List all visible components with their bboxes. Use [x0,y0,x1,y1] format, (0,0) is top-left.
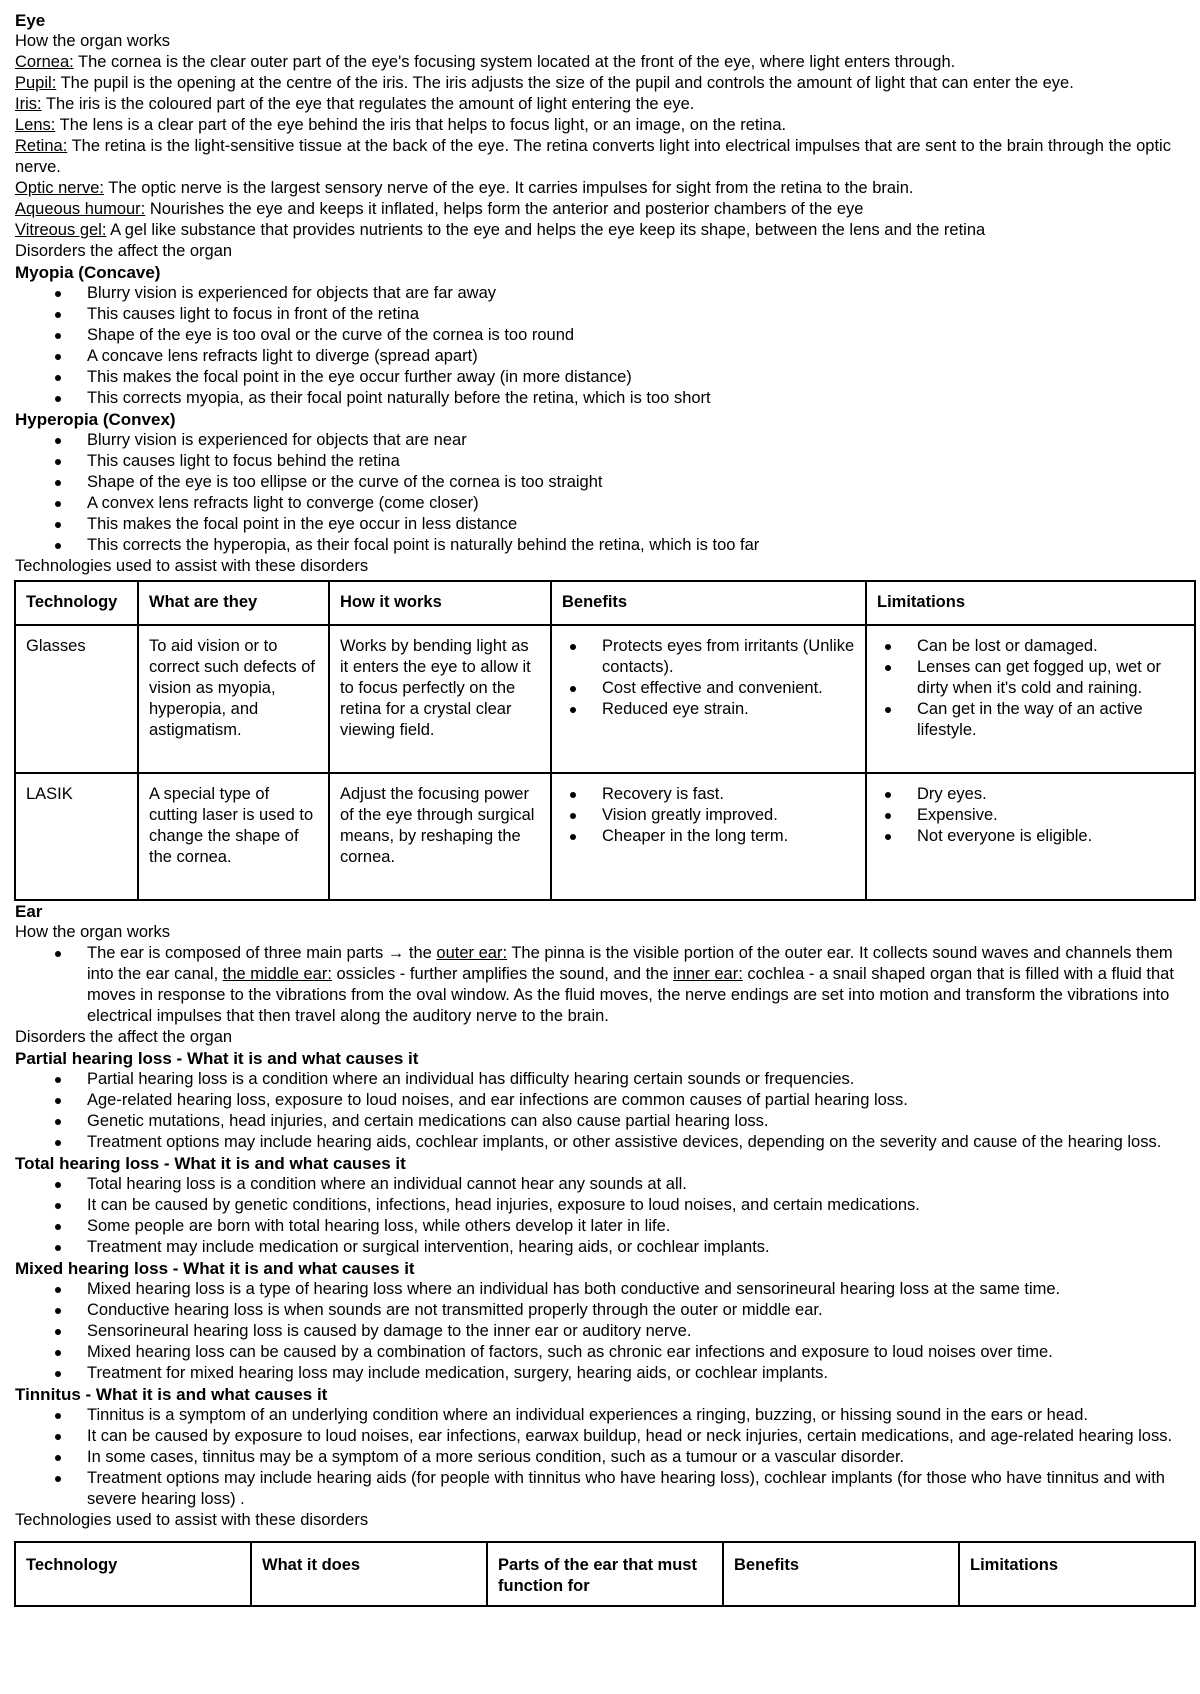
column-header: What are they [138,581,329,625]
list-item: This makes the focal point in the eye occur in less distance [87,514,1195,535]
column-header: How it works [329,581,551,625]
list-item: Lenses can get fogged up, wet or dirty when it's cold and raining. [917,657,1184,699]
definition-iris: The iris is the coloured part of the eye that regulates the amount of light entering the eye. [41,95,695,113]
column-header: Benefits [723,1542,959,1606]
list-item: Genetic mutations, head injuries, and certain medications can also cause partial hearing loss. [87,1111,1195,1132]
eye-part-lens [15,115,1195,136]
column-header: What it does [251,1542,487,1606]
list-item: Dry eyes. [917,784,1184,805]
ear-tech-heading: Technologies used to assist with these disorders [15,1511,369,1529]
list-item: Not everyone is eligible. [917,826,1184,847]
term-retina: Retina: [15,137,68,155]
total-hearing-loss-list [15,1174,1195,1258]
text-run: cochlea - a snail shaped organ that is filled with a fluid that moves in response to the vibrations from the oval window. As the fluid moves, the nerve endings are set into motion and transform the vibrations into electrical impulses that then travel along the auditory nerve to the brain. [87,965,1174,1025]
list-item: Expensive. [917,805,1184,826]
list-item: Recovery is fast. [602,784,855,805]
definition-optic-nerve: The optic nerve is the largest sensory nerve of the eye. It carries impulses for sight from the retina to the brain. [103,179,914,197]
eye-title: Eye [15,11,46,30]
term-aqueous-humour: Aqueous humour: [15,200,146,218]
definition-vitreous-gel: A gel like substance that provides nutrients to the eye and helps the eye keep its shape, between the lens and the retina [106,221,986,239]
cell-technology: LASIK [15,773,138,900]
list-item: Can get in the way of an active lifestyle. [917,699,1184,741]
ear-title: Ear [15,902,43,921]
document [15,10,1195,1607]
table-header-row [15,581,1195,625]
table-row [15,625,1195,773]
definition-cornea: The cornea is the clear outer part of the eye's focusing system located at the front of the eye, where light enters through. [73,53,956,71]
list-item: It can be caused by exposure to loud noises, ear infections, earwax buildup, head or neck injuries, certain medications, and age-related hearing loss. [87,1426,1195,1447]
eye-part-retina [15,136,1195,178]
list-item: Reduced eye strain. [602,699,855,720]
definition-aqueous-humour: Nourishes the eye and keeps it inflated, helps form the anterior and posterior chambers of the eye [145,200,864,218]
list-item: Age-related hearing loss, exposure to loud noises, and ear infections are common causes of partial hearing loss. [87,1090,1195,1111]
term-middle-ear: the middle ear: [222,965,332,983]
list-item: Mixed hearing loss is a type of hearing loss where an individual has both conductive and sensorineural hearing loss at the same time. [87,1279,1195,1300]
definition-pupil: The pupil is the opening at the centre of the iris. The iris adjusts the size of the pupil and controls the amount of light that can enter the eye. [56,74,1074,92]
cell-limitations [866,625,1195,773]
column-header: Limitations [866,581,1195,625]
list-item: A convex lens refracts light to converge (come closer) [87,493,1195,514]
list-item: Treatment for mixed hearing loss may include medication, surgery, hearing aids, or cochlear implants. [87,1363,1195,1384]
column-header: Technology [15,1542,251,1606]
eye-technology-table [14,580,1196,901]
list-item: Some people are born with total hearing loss, while others develop it later in life. [87,1216,1195,1237]
table-header-row [15,1542,1195,1606]
eye-how-heading: How the organ works [15,32,170,50]
eye-tech-heading: Technologies used to assist with these disorders [15,557,369,575]
myopia-heading: Myopia (Concave) [15,263,161,282]
list-item: Treatment may include medication or surgical intervention, hearing aids, or cochlear implants. [87,1237,1195,1258]
list-item: In some cases, tinnitus may be a symptom of a more serious condition, such as a tumour or a vascular disorder. [87,1447,1195,1468]
ear-disorders-heading: Disorders the affect the organ [15,1028,233,1046]
text-run: The pinna is the visible portion of the outer ear. It collects sound waves and channels them into the ear canal, [87,944,1173,983]
ear-technology-table [14,1541,1196,1607]
myopia-list [15,283,1195,409]
column-header: Limitations [959,1542,1195,1606]
list-item: Vision greatly improved. [602,805,855,826]
cell-benefits [551,625,866,773]
cell-benefits [551,773,866,900]
list-item: Shape of the eye is too ellipse or the curve of the cornea is too straight [87,472,1195,493]
mixed-hearing-loss-heading: Mixed hearing loss - What it is and what causes it [15,1259,415,1278]
term-vitreous-gel: Vitreous gel: [15,221,107,239]
list-item: A concave lens refracts light to diverge (spread apart) [87,346,1195,367]
term-cornea: Cornea: [15,53,74,71]
eye-part-pupil [15,73,1195,94]
list-item: Shape of the eye is too oval or the curve of the cornea is too round [87,325,1195,346]
column-header: Benefits [551,581,866,625]
cell-how: Works by bending light as it enters the eye to allow it to focus perfectly on the retina for a crystal clear viewing field. [329,625,551,773]
eye-part-aqueous-humour [15,199,1195,220]
list-item: Blurry vision is experienced for objects that are near [87,430,1195,451]
hyperopia-list [15,430,1195,556]
list-item: Mixed hearing loss can be caused by a combination of factors, such as chronic ear infections and exposure to loud noises over time. [87,1342,1195,1363]
definition-retina: The retina is the light-sensitive tissue at the back of the eye. The retina converts light into electrical impulses that are sent to the brain through the optic nerve. [15,137,1171,176]
list-item: This corrects myopia, as their focal point naturally before the retina, which is too short [87,388,1195,409]
text-run: ossicles - further amplifies the sound, and the [331,965,674,983]
term-outer-ear: outer ear: [436,944,508,962]
term-inner-ear: inner ear: [673,965,743,983]
term-iris: Iris: [15,95,42,113]
list-item: Partial hearing loss is a condition where an individual has difficulty hearing certain sounds or frequencies. [87,1069,1195,1090]
ear-how-heading: How the organ works [15,923,170,941]
tinnitus-heading: Tinnitus - What it is and what causes it [15,1385,328,1404]
list-item: Blurry vision is experienced for objects that are far away [87,283,1195,304]
term-optic-nerve: Optic nerve: [15,179,104,197]
list-item: Cheaper in the long term. [602,826,855,847]
partial-hearing-loss-heading: Partial hearing loss - What it is and what causes it [15,1049,419,1068]
cell-how: Adjust the focusing power of the eye through surgical means, by reshaping the cornea. [329,773,551,900]
list-item: It can be caused by genetic conditions, infections, head injuries, exposure to loud noises, and certain medications. [87,1195,1195,1216]
list-item [87,943,1195,1027]
list-item: This corrects the hyperopia, as their focal point is naturally behind the retina, which is too far [87,535,1195,556]
eye-part-optic-nerve [15,178,1195,199]
text-run: The ear is composed of three main parts → the [87,944,437,962]
list-item: Treatment options may include hearing aids, cochlear implants, or other assistive devices, depending on the severity and cause of the hearing loss. [87,1132,1195,1153]
cell-limitations [866,773,1195,900]
partial-hearing-loss-list [15,1069,1195,1153]
eye-part-vitreous-gel [15,220,1195,241]
cell-what: A special type of cutting laser is used to change the shape of the cornea. [138,773,329,900]
term-lens: Lens: [15,116,56,134]
eye-part-iris [15,94,1195,115]
mixed-hearing-loss-list [15,1279,1195,1384]
list-item: Sensorineural hearing loss is caused by damage to the inner ear or auditory nerve. [87,1321,1195,1342]
total-hearing-loss-heading: Total hearing loss - What it is and what causes it [15,1154,406,1173]
list-item: This causes light to focus behind the retina [87,451,1195,472]
hyperopia-heading: Hyperopia (Convex) [15,410,176,429]
list-item: Conductive hearing loss is when sounds are not transmitted properly through the outer or middle ear. [87,1300,1195,1321]
eye-part-cornea [15,52,1195,73]
list-item: This makes the focal point in the eye occur further away (in more distance) [87,367,1195,388]
list-item: Tinnitus is a symptom of an underlying condition where an individual experiences a ringing, buzzing, or hissing sound in the ears or head. [87,1405,1195,1426]
column-header: Parts of the ear that must function for [487,1542,723,1606]
ear-how-list [15,943,1195,1027]
term-pupil: Pupil: [15,74,57,92]
list-item: This causes light to focus in front of the retina [87,304,1195,325]
column-header: Technology [15,581,138,625]
list-item: Protects eyes from irritants (Unlike contacts). [602,637,855,676]
table-row [15,773,1195,900]
list-item: Cost effective and convenient. [602,678,855,699]
list-item: Total hearing loss is a condition where an individual cannot hear any sounds at all. [87,1174,1195,1195]
list-item: Treatment options may include hearing aids (for people with tinnitus who have hearing loss), cochlear implants (for those who have tinnitus and with severe hearing loss) . [87,1468,1195,1510]
eye-disorders-heading: Disorders the affect the organ [15,242,233,260]
eye-parts-list [15,52,1195,241]
list-item: Can be lost or damaged. [917,636,1184,657]
cell-technology: Glasses [15,625,138,773]
definition-lens: The lens is a clear part of the eye behind the iris that helps to focus light, or an image, on the retina. [55,116,787,134]
tinnitus-list [15,1405,1195,1510]
cell-what: To aid vision or to correct such defects of vision as myopia, hyperopia, and astigmatism. [138,625,329,773]
